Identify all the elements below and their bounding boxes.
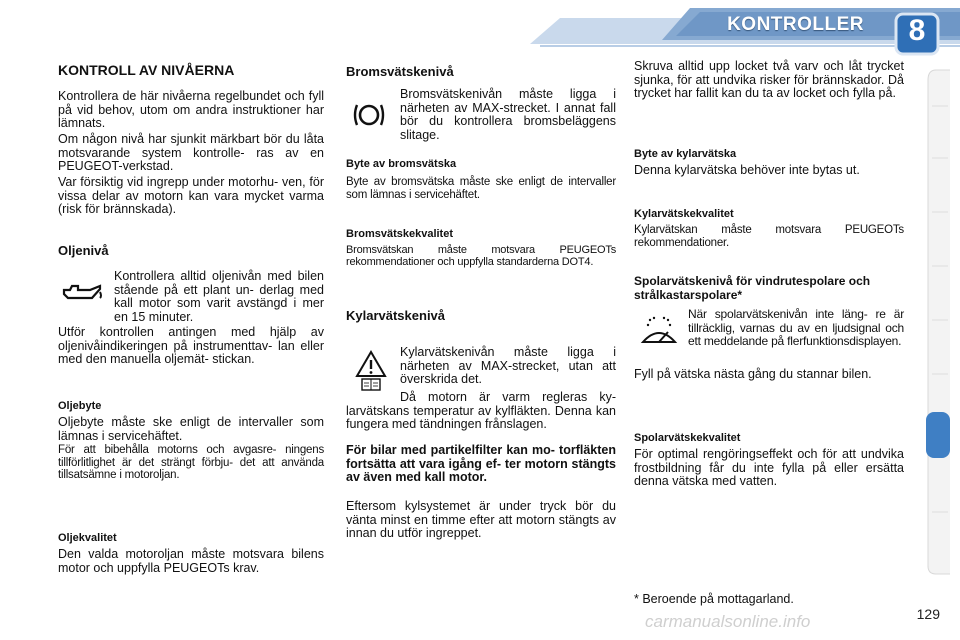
coolant-text-2: Då motorn är varm regleras ky- larvätskans temperatur av kylfläkten. Denna kan fungera med tändningen frånslagen. bbox=[346, 390, 616, 431]
footnote: * Beroende på mottagarland. bbox=[634, 592, 794, 606]
intro-text: Kontrollera de här nivåerna regelbundet och fyll på vid behov, utom om andra instruktioner har lämnats. bbox=[58, 89, 324, 130]
washerquality-title: Spolarvätskekvalitet bbox=[634, 432, 741, 444]
oilchange-text: Oljebyte måste ske enligt de intervaller som lämnas i servicehäftet. bbox=[58, 415, 324, 443]
coolant-text: Kylarvätskenivån måste ligga i närheten av MAX-strecket, utan att överskrida det. bbox=[400, 345, 616, 386]
brake-text: Bromsvätskenivån måste ligga i närheten av MAX-strecket. I annat fall bör du kontrollera bromsbeläggens slitage. bbox=[400, 87, 616, 142]
oil-text-2: Utför kontrollen antingen med hjälp av oljenivåindikeringen på instrumenttav- lan eller med den manuella oljemät- stickan. bbox=[58, 325, 324, 366]
coolant-warning-icon bbox=[354, 348, 388, 392]
coolant-bold-text: För bilar med partikelfilter kan mo- torfläkten fortsätta att vara igång ef- ter motorn stängts av även med kall motor. bbox=[346, 443, 616, 484]
washer-fluid-icon bbox=[640, 314, 678, 350]
intro-text-3: Var försiktig vid ingrepp under motorhu- ven, för vissa delar av motorn kan vara mycket varma (risk för brännskada). bbox=[58, 175, 324, 216]
washer-title: Spolarvätskenivå för vindrutespolare och strålkastarspolare* bbox=[634, 274, 871, 302]
brake-fluid-icon bbox=[352, 98, 386, 132]
brakechange-text: Byte av bromsvätska måste ske enligt de intervaller som lämnas i servicehäftet. bbox=[346, 176, 616, 201]
oilchange-title: Oljebyte bbox=[58, 400, 102, 412]
oilquality-title: Oljekvalitet bbox=[58, 532, 117, 544]
washer-text-2: Fyll på vätska nästa gång du stannar bilen. bbox=[634, 367, 872, 381]
brakequality-title: Bromsvätskekvalitet bbox=[346, 228, 454, 240]
brakechange-title: Byte av bromsvätska bbox=[346, 158, 457, 170]
oilchange-text-2: För att bibehålla motorns och avgasre- ningens tillförlitlighet är det strängt förbju- det att använda tillsatsämne i motoroljan. bbox=[58, 444, 324, 481]
page-number: 129 bbox=[916, 606, 940, 622]
watermark: carmanualsonline.info bbox=[645, 612, 811, 631]
oilquality-text: Den valda motoroljan måste motsvara bilens motor och uppfylla PEUGEOTs krav. bbox=[58, 547, 324, 575]
coolquality-text: Kylarvätskan måste motsvara PEUGEOTs rekommendationer. bbox=[634, 224, 904, 249]
coolchange-text: Denna kylarvätska behöver inte bytas ut. bbox=[634, 163, 860, 177]
cap-text: Skruva alltid upp locket två varv och låt trycket sjunka, för att undvika risker för brännskador. Då trycket har fallit kan du ta av locket och fylla på. bbox=[634, 59, 904, 100]
brake-title: Bromsvätskenivå bbox=[346, 64, 454, 79]
oil-text: Kontrollera alltid oljenivån med bilen stående på ett plant un- derlag med kall motor som varit avstängd i mer en 15 minuter. bbox=[114, 269, 324, 324]
oil-can-icon bbox=[60, 280, 104, 306]
washerquality-text: För optimal rengöringseffekt och för att undvika frostbildning får du inte fylla på eller ersätta denna vätska med vatten. bbox=[634, 447, 904, 488]
intro-text-2: Om någon nivå har sjunkit märkbart bör du låta motsvarande system kontrolle- ras av en PEUGEOT-verkstad. bbox=[58, 132, 324, 173]
coolchange-title: Byte av kylarvätska bbox=[634, 148, 737, 160]
coolant-text-3: Eftersom kylsystemet är under tryck bör du vänta minst en timme efter att motorn stängts av innan du utför ingreppet. bbox=[346, 499, 616, 540]
coolant-title: Kylarvätskenivå bbox=[346, 308, 446, 323]
header-title: KONTROLLER bbox=[727, 14, 864, 35]
washer-text: När spolarvätskenivån inte läng- re är tillräcklig, varnas du av en ljudsignal och ett meddelande på flerfunktionsdisplayen. bbox=[688, 307, 904, 348]
coolquality-title: Kylarvätskekvalitet bbox=[634, 208, 734, 220]
oil-title: Oljenivå bbox=[58, 243, 109, 258]
chapter-number: 8 bbox=[908, 14, 926, 47]
side-tabs bbox=[926, 66, 950, 576]
brakequality-text: Bromsvätskan måste motsvara PEUGEOTs rekommendationer och uppfylla standarderna DOT4. bbox=[346, 244, 616, 268]
section-title: KONTROLL AV NIVÅERNA bbox=[58, 62, 235, 78]
